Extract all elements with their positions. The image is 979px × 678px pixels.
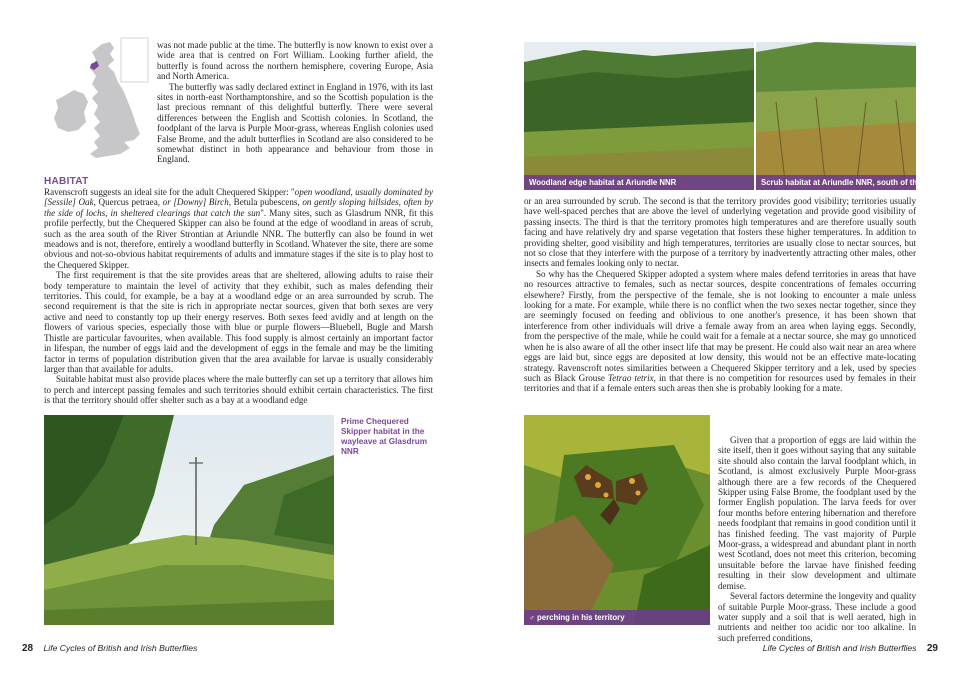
- habitat-p1-quote-3: , on gently sloping hillsides, often by the side of lochs, in sheltered clearings that catch the sun: [44, 197, 433, 218]
- right-p2-species: Tetrao tetrix: [607, 372, 654, 383]
- right-text-block-top: [524, 196, 916, 394]
- page-number-right: 29: [926, 643, 938, 654]
- footer-title-right: Life Cycles of British and Irish Butterflies: [762, 643, 917, 653]
- right-page: [480, 0, 979, 678]
- habitat-p1-intro: Ravenscroft suggests an ideal site for the adult Chequered Skipper: ": [44, 187, 295, 197]
- footer-right: [763, 643, 938, 654]
- map-inset-frame: [121, 38, 148, 82]
- habitat-heading: HABITAT: [44, 176, 89, 187]
- male-perching-image: [524, 415, 710, 625]
- habitat-text-block: [44, 187, 433, 406]
- photo-woodland-edge: [524, 42, 754, 190]
- woodland-edge-image: [524, 42, 754, 190]
- wayleave-image: [44, 415, 334, 625]
- left-page: [0, 0, 480, 678]
- habitat-p1-rest: ". Many sites, such as Glasdrum NNR, fit this profile perfectly, but the Chequered Skipper can also be found at the edge of woodland in areas of scrub, such as the area south of the River Strontian at Ariundle NNR. The butterfly can also be found in wet meadows and is not, therefore, entirely a woodland butterfly in Scotland. Whatever the site, there are some obvious and not-so-obvious habitat requirements of adults and immature stages if the site is to play host to the Chequered Skipper.: [44, 207, 433, 270]
- habitat-p1-quote-2: , or [Downy] Birch,: [157, 197, 234, 208]
- caption-bar-scrub: Scrub habitat at Ariundle NNR, south of the River Strontian: [756, 175, 916, 190]
- photo-male-perching: [524, 415, 710, 625]
- right-paragraph-3: Given that a proportion of eggs are laid within the site itself, then it goes without saying that any suitable site should also contain the larval foodplant which, in Scotland, is almost exclusively Purple Moor-grass although there are a few records of the Chequered Skipper using False Brome, the foodplant used by the former English population. The larva feeds for over four months before entering hibernation and therefore needs foodplant that remains in good condition until it has finished feeding. The vast majority of Purple Moor-grass, a widespread and abundant plant in north west Scotland, does not meet this criterion, becoming unsuitable before the larvae have finished feeding resulting in their slow development and ultimate demise.: [718, 435, 916, 591]
- habitat-p1-quote-1: open woodland, usually dominated by [Sessile] Oak,: [44, 187, 433, 208]
- intro-paragraph-1: was not made public at the time. The butterfly is now known to exist over a wide area that is centred on Fort William. Looking further afield, the butterfly is found across the northern hemisphere, covering Europe, Asia and North America.: [157, 40, 433, 82]
- right-paragraph-2: [524, 269, 916, 394]
- habitat-p1-species-2: Betula pubescens: [233, 197, 298, 208]
- right-paragraph-1: or an area surrounded by scrub. The second is that the territory provides good visibility; territories usually have well-spaced perches that are above the level of underlying vegetation and provide good visibility of passing insects. The third is that the territory promotes high temperatures and are therefore usually south facing and have relatively dry and sparse vegetation that fosters these higher temperatures. In addition to providing shelter, good visibility and high temperatures, territories are usually close to nectar sources, but not so close that they interfere with the purpose of a territory by inadvertently attracting other males, other insects and females looking only to nectar.: [524, 196, 916, 269]
- right-p2-text-b: , in that there is no competition for resources used by females in their territories and that if a female enters such areas then she is probably looking for a mate.: [524, 372, 916, 394]
- photo-caption-glasdrum: Prime Chequered Skipper habitat in the wayleave at Glasdrum NNR: [341, 417, 428, 456]
- right-text-block-bottom: [718, 435, 916, 643]
- footer-title-left: Life Cycles of British and Irish Butterflies: [43, 643, 198, 653]
- intro-paragraph-2: The butterfly was sadly declared extinct in England in 1976, with its last sites in north-east Northamptonshire, and so the Scottish population is the last precious remnant of this delightful butterfly. There were several differences between the English and Scottish colonies. In Scotland, the foodplant of the larva is Purple Moor-grass, whereas English colonies used False Brome, and the adult butterflies in Scotland are also considered to be somewhat distinct in both appearance and behaviour from those in England.: [157, 81, 433, 165]
- page-number-left: 28: [22, 643, 34, 654]
- footer-left: [22, 643, 197, 654]
- caption-bar-perching: ♂ perching in his territory: [524, 610, 710, 625]
- distribution-map: [44, 38, 149, 168]
- right-paragraph-4: Several factors determine the longevity and quality of suitable Purple Moor-grass. These include a good water supply and a soil that is well aerated, high in nutrients and neither too acidic nor too alkaline. In such preferred conditions,: [718, 591, 916, 643]
- intro-text-block: [157, 40, 433, 165]
- habitat-p1-species-1: Quercus petraea: [98, 197, 158, 208]
- right-p2-text-a: So why has the Chequered Skipper adopted a system where males defend territories in areas that have no resources attractive to females, such as nectar sources, despite concentrations of females occurring elsewhere? Firstly, from the perspective of the female, she is not looking to encounter a male unless looking for a mate. For example, while there is no conflict when the two sexes nectar together, since they are seemingly focused on feeding and oblivious to one another's presence, it has been shown that interference from other individuals will drive a female away from an area when laying eggs. Secondly, from the perspective of the male, while he could wait for a female at a nectar source, she may go unnoticed when he is also aware of all the other insect life that may be present. He could also wait near an area where eggs are laid but, since eggs are deposited at low density, this would not be an effective mate-locating strategy. Ravenscroft notes similarities between a Chequered Skipper territory and a lek, used by species such as Black Grouse: [524, 268, 916, 383]
- habitat-paragraph-3: Suitable habitat must also provide places where the male butterfly can set up a territory that allows him to perch and intercept passing females and such territories should exhibit certain characteristics. The first is that the territory should offer shelter such as a bay at a woodland edge: [44, 374, 433, 406]
- habitat-paragraph-1: [44, 187, 433, 270]
- scrub-habitat-image: [756, 42, 916, 190]
- caption-bar-woodland-edge: Woodland edge habitat at Ariundle NNR: [524, 175, 754, 190]
- photo-scrub-habitat: [756, 42, 979, 190]
- habitat-paragraph-2: The first requirement is that the site provides areas that are sheltered, allowing adults to raise their body temperature to maintain the level of activity that they exhibit, such as males defending their territories. This could, for example, be a bay at a woodland edge or an area surrounded by scrub. The second requirement is that the site is rich in appropriate nectar sources, given that both sexes are very active and need to constantly top up their energy reserves. Both sexes feed avidly and at length on the flowers of various species, especially those with blue or purple flowers—Bluebell, Bugle and Marsh Thistle are particular favourites, when available. This food supply is almost certainly an important factor in lifespan, the number of eggs laid and the development of eggs in the female and may be the limiting factor in terms of population distribution given that the area available for larvae is usually considerably larger than that available for adults.: [44, 270, 433, 374]
- photo-glasdrum-wayleave: [44, 415, 334, 625]
- map-ireland: [54, 90, 88, 132]
